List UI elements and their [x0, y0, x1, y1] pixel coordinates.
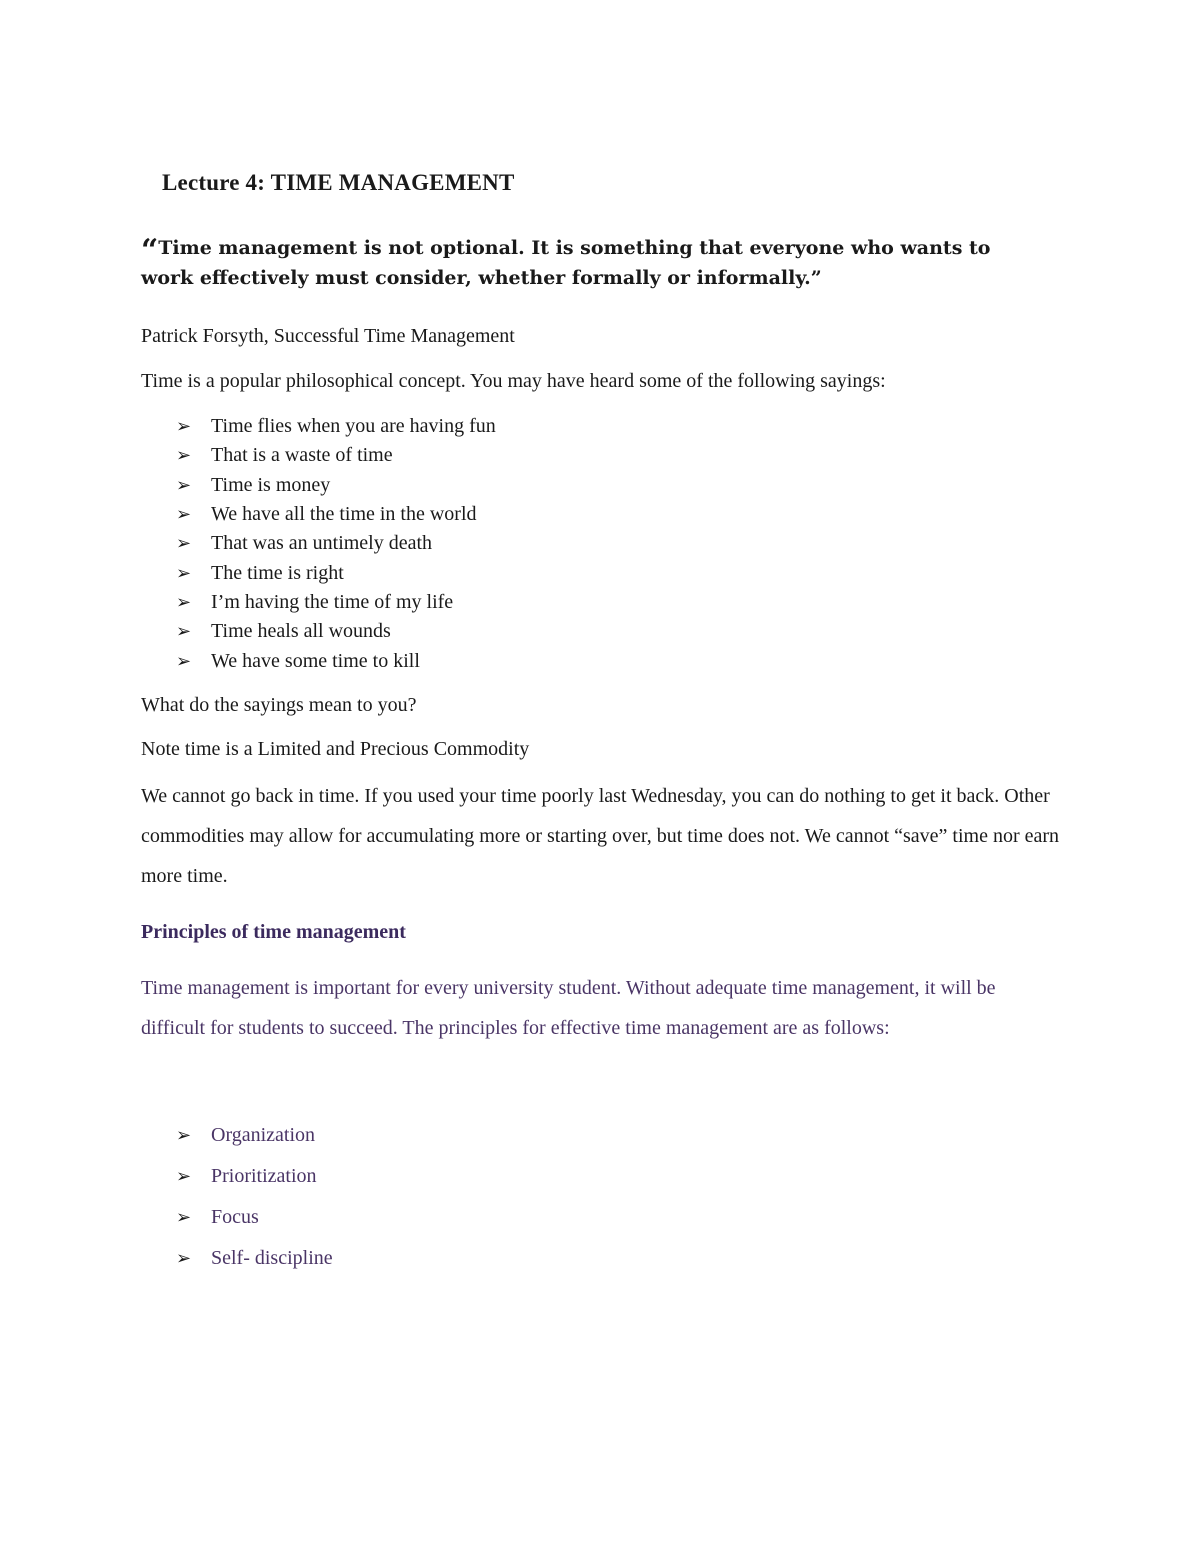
- arrow-bullet-icon: ➢: [176, 1248, 192, 1269]
- saying-item-text: Time flies when you are having fun: [211, 415, 496, 438]
- arrow-bullet-icon: ➢: [176, 591, 192, 613]
- principle-item: [176, 1115, 333, 1156]
- arrow-bullet-icon: ➢: [176, 1207, 192, 1228]
- saying-item-text: That is a waste of time: [211, 444, 393, 467]
- question-text: What do the sayings mean to you?: [141, 694, 417, 716]
- principle-item-text: Organization: [211, 1124, 316, 1146]
- saying-item: [176, 471, 496, 500]
- saying-item: [176, 558, 496, 587]
- arrow-bullet-icon: ➢: [176, 1166, 192, 1187]
- principle-item: [176, 1238, 333, 1279]
- arrow-bullet-icon: ➢: [176, 562, 192, 584]
- principles-heading: Principles of time management: [141, 921, 406, 943]
- saying-item-text: Time is money: [211, 473, 331, 496]
- arrow-bullet-icon: ➢: [176, 445, 192, 467]
- saying-item: [176, 529, 496, 558]
- arrow-bullet-icon: ➢: [176, 621, 192, 643]
- principle-item-text: Self- discipline: [211, 1247, 333, 1269]
- principle-item: [176, 1156, 333, 1197]
- quote-text: Time management is not optional. It is something that everyone who wants to work effectively must consider, whether formally or informally.”: [141, 237, 991, 289]
- saying-item: [176, 617, 496, 646]
- intro-text: Time is a popular philosophical concept. You may have heard some of the following sayings:: [141, 370, 886, 392]
- attribution: Patrick Forsyth, Successful Time Management: [141, 325, 515, 347]
- saying-item-text: That was an untimely death: [211, 532, 433, 555]
- commodity-paragraph: We cannot go back in time. If you used your time poorly last Wednesday, you can do nothing to get it back. Other commodities may allow for accumulating more or starting over, but time does not. We cannot “save” time nor earn more time.: [141, 785, 1060, 887]
- arrow-bullet-icon: ➢: [176, 650, 192, 672]
- note-text: Note time is a Limited and Precious Commodity: [141, 738, 530, 760]
- saying-item: [176, 646, 496, 675]
- principle-item-text: Focus: [211, 1206, 259, 1228]
- saying-item: [176, 441, 496, 470]
- sayings-list: [176, 412, 496, 676]
- quote: [141, 233, 1041, 293]
- arrow-bullet-icon: ➢: [176, 504, 192, 526]
- principle-item-text: Prioritization: [211, 1165, 317, 1187]
- arrow-bullet-icon: ➢: [176, 474, 192, 496]
- arrow-bullet-icon: ➢: [176, 1125, 192, 1146]
- principles-list: [176, 1115, 333, 1279]
- arrow-bullet-icon: ➢: [176, 416, 192, 438]
- principles-paragraph: Time management is important for every university student. Without adequate time management, it will be difficult for students to succeed. The principles for effective time management are as follows:: [141, 977, 996, 1039]
- saying-item-text: I’m having the time of my life: [211, 590, 454, 613]
- quote-open-mark: “: [141, 233, 159, 268]
- saying-item-text: Time heals all wounds: [211, 620, 391, 643]
- saying-item-text: We have some time to kill: [211, 649, 420, 672]
- principle-item: [176, 1197, 333, 1238]
- saying-item: [176, 588, 496, 617]
- arrow-bullet-icon: ➢: [176, 533, 192, 555]
- saying-item: [176, 500, 496, 529]
- saying-item: [176, 412, 496, 441]
- saying-item-text: We have all the time in the world: [211, 503, 477, 526]
- saying-item-text: The time is right: [211, 561, 344, 584]
- page-title: Lecture 4: TIME MANAGEMENT: [162, 170, 515, 195]
